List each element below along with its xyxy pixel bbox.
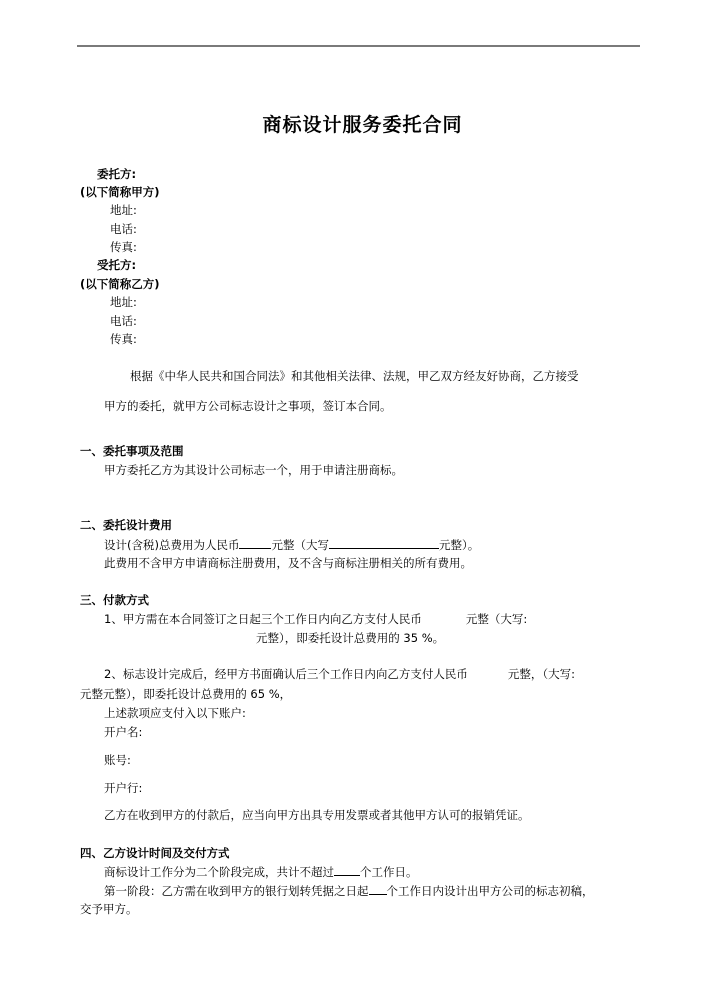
party-b-label: 受托方: <box>97 258 137 272</box>
party-a-fax: 传真: <box>110 240 137 254</box>
party-b-phone: 电话: <box>110 314 137 328</box>
section-2-note: 此费用不含甲方申请商标注册费用，及不含与商标注册相关的所有费用。 <box>104 556 472 570</box>
section-3-heading: 三、付款方式 <box>80 593 149 607</box>
payment-2-line-1 <box>104 666 575 682</box>
phase-1-days-blank <box>369 882 387 895</box>
fee-amount-blank <box>239 536 271 549</box>
payment-1-text-1: 1、甲方需在本合同签订之日起三个工作日内向乙方支付人民币 <box>104 612 422 626</box>
fee-text-2: 元整（大写 <box>271 538 329 552</box>
fee-capital-blank <box>329 536 439 549</box>
party-a-label: 委托方: <box>97 167 137 181</box>
account-intro: 上述款项应支付入以下账户: <box>104 706 246 720</box>
account-name: 开户名: <box>104 725 143 739</box>
account-number: 账号: <box>104 753 131 767</box>
preamble-line-1: 根据《中华人民共和国合同法》和其他相关法律、法规，甲乙双方经友好协商，乙方接受 <box>130 369 579 383</box>
party-a-alias: (以下简称甲方) <box>80 185 160 199</box>
party-b-alias: (以下简称乙方) <box>80 277 160 291</box>
phase-1-line-2: 交予甲方。 <box>80 902 138 916</box>
payment-1-text-2: 元整（大写: <box>465 612 528 626</box>
section-4-heading: 四、乙方设计时间及交付方式 <box>80 846 230 860</box>
phase-1-line-1 <box>104 882 594 899</box>
party-a-address: 地址: <box>110 203 137 217</box>
account-bank: 开户行: <box>104 781 143 795</box>
section-1-body: 甲方委托乙方为其设计公司标志一个，用于申请注册商标。 <box>104 463 403 477</box>
party-b-address: 地址: <box>110 295 137 309</box>
fee-text-3: 元整）。 <box>438 538 480 552</box>
phase-1-text-1: 第一阶段：乙方需在收到甲方的银行划转凭据之日起 <box>104 884 369 898</box>
payment-2-text-2: 元整，（大写: <box>507 667 575 681</box>
payment-1-line-2: 元整），即委托设计总费用的 35 %。 <box>256 631 445 645</box>
section-1-heading: 一、委托事项及范围 <box>80 444 184 458</box>
document-title: 商标设计服务委托合同 <box>262 114 463 136</box>
phases-text-2: 个工作日。 <box>360 865 418 879</box>
preamble-line-2: 甲方的委托，就甲方公司标志设计之事项，签订本合同。 <box>104 399 392 413</box>
payment-2-text-1: 2、标志设计完成后，经甲方书面确认后三个工作日内向乙方支付人民币 <box>104 667 468 681</box>
phases-text-1: 商标设计工作分为二个阶段完成，共计不超过 <box>104 865 334 879</box>
workdays-total-blank <box>334 863 360 876</box>
party-a-phone: 电话: <box>110 222 137 236</box>
section-2-heading: 二、委托设计费用 <box>80 518 172 532</box>
phase-1-text-2: 个工作日内设计出甲方公司的标志初稿， <box>386 884 594 898</box>
invoice-clause: 乙方在收到甲方的付款后，应当向甲方出具专用发票或者其他甲方认可的报销凭证。 <box>104 808 530 822</box>
design-phases-line <box>104 863 418 880</box>
party-b-fax: 传真: <box>110 332 137 346</box>
payment-2-line-2: 元整元整），即委托设计总费用的 65 %， <box>80 687 292 701</box>
payment-1-line-1 <box>104 611 527 627</box>
header-rule <box>77 45 640 47</box>
fee-text-1: 设计(含税)总费用为人民币 <box>104 538 240 552</box>
section-2-fee-line <box>104 536 479 553</box>
